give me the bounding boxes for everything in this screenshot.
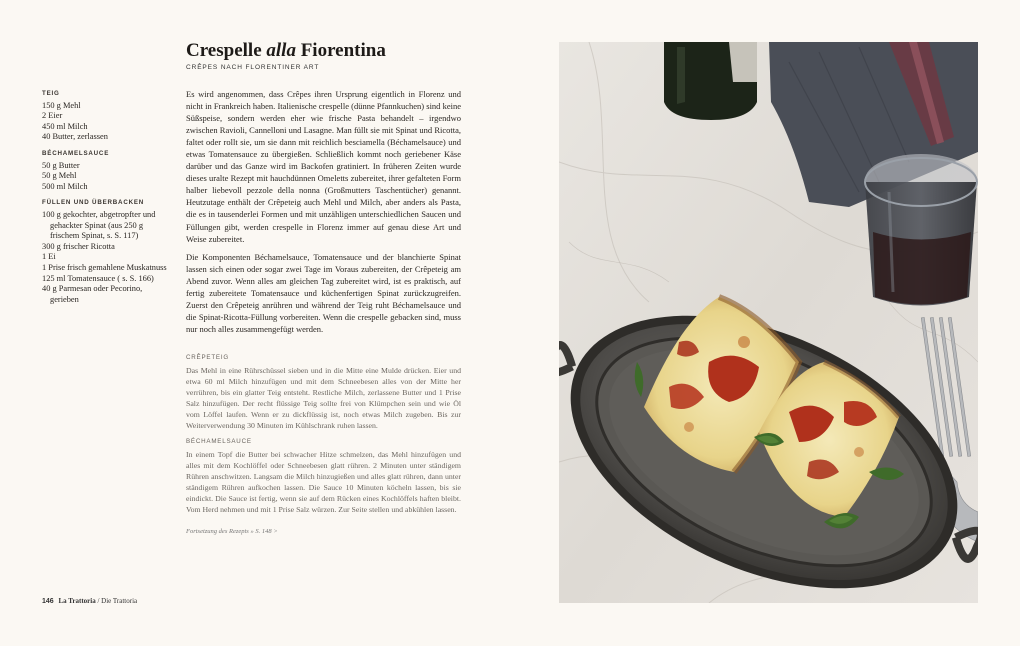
ingredients-heading-fuellen: FÜLLEN UND ÜBERBACKEN — [42, 199, 145, 207]
ingredient-item: 50 g Mehl — [42, 171, 77, 181]
ingredient-item: 1 Ei — [42, 252, 56, 262]
method-heading: CRÊPETEIG — [186, 354, 229, 361]
page-footer — [42, 597, 137, 605]
footer-subsection: Die Trattoria — [101, 597, 138, 605]
method-heading: BÉCHAMELSAUCE — [186, 438, 252, 445]
ingredients-heading-bechamel: BÉCHAMELSAUCE — [42, 149, 110, 157]
ingredients-column — [42, 89, 177, 305]
method-text: In einem Topf die Butter bei schwacher Hitze schmelzen, das Mehl hinzufügen und alles mit dem Kochlöffel oder Schneebesen glatt rühren. 2 Minuten unter ständigem Rühren anschwitzen. Langsam die Milch hinzugießen und alles glatt rühren, dann unter ständigem Rühren aufkochen lassen. Die Sauce 10 Minuten köcheln lassen, bis sie eindickt. Die Sauce ist fertig, wenn sie auf dem Rücken eines Kochlöffels haften bleibt. Vom Herd nehmen und mit 1 Prise Salz würzen. Zur Seite stellen und abkühlen lassen. — [186, 450, 461, 514]
ingredient-item: 125 ml Tomatensauce ( s. S. 166) — [42, 273, 154, 283]
ingredient-item: gerieben — [50, 294, 79, 304]
method-bechamel — [186, 436, 461, 515]
intro-paragraph-2: Die Komponenten Béchamelsauce, Tomatensauce und der blanchierte Spinat lassen sich einen oder sogar zwei Tage im Voraus zubereiten, der Crêpeteig am Abend zuvor. Wenn alles am gleichen Tag zubereitet wird, ist es praktisch, auf fertig zubereitete Tomatensauce und küchenfertigen Spinat zurückzugreifen. Zuerst den Crêpeteig anrühren und während der Teig ruht Béchamelsauce und die Spinat-Ricotta-Füllung vorbereiten. Wenn die crespelle gebacken sind, muss nur noch alles zusammengefügt werden. — [186, 251, 461, 334]
ingredient-item: 500 ml Milch — [42, 181, 88, 191]
recipe-subtitle: CRÊPES NACH FLORENTINER ART — [186, 64, 320, 71]
footer-separator: / — [95, 597, 102, 605]
intro-text — [186, 88, 461, 341]
ingredient-item: 150 g Mehl — [42, 100, 81, 110]
intro-paragraph-1: Es wird angenommen, dass Crêpes ihren Ursprung eigentlich in Florenz und nicht in Frankreich haben. Italienische crespelle (dünne Pfannkuchen) sind keine Süßspeise, sondern werden eher wie frische Pasta behandelt – irgendwo zwischen Ravioli, Cannelloni und Lasagne. Man füllt sie mit Spinat und Ricotta, faltet oder rollt sie, um sie dann mit reichlich besciamella (Béchamelsauce) und etwas Tomatensauce zu übergießen. Schließlich kommt noch geriebener Käse darüber und das Ganze wird im Backofen gratiniert. In früheren Zeiten wurde dieses uralte Rezept mit hauchdünnen Omeletts zubereitet, ihrer gefalteten Form halber liebevoll pezzole della nonna (Großmutters Taschentücher) genannt. Heutzutage enthält der Crêpeteig auch Mehl und Milch, aber anders als Pasta, die es in tausenderlei Formen und mit unzähligen unterschiedlichen Saucen und Füllungen gibt, werden crespelle in Florenz immer auf genau diese Art und Weise zubereitet. — [186, 89, 461, 244]
ingredient-item: 100 g gekochter, abgetropfter und — [42, 209, 156, 219]
ingredient-item: frischem Spinat, s. S. 117) — [50, 231, 139, 241]
footer-section: La Trattoria — [58, 597, 96, 605]
ingredient-item: 2 Eier — [42, 111, 63, 121]
method-crepeteig — [186, 352, 461, 431]
ingredient-item: 40 Butter, zerlassen — [42, 132, 108, 142]
ingredients-heading-teig: TEIG — [42, 90, 60, 97]
dish-photo — [559, 42, 978, 603]
method-text: Das Mehl in eine Rührschüssel sieben und in die Mitte eine Mulde drücken. Eier und etwa 60 ml Milch hinzufügen und mit dem Schneebesen alles von der Mitte her verrühren, bis ein glatter Teig entsteht. Restliche Milch, zerlassene Butter und 1 Prise Salz hinzufügen. Der recht flüssige Teig sollte frei von Klümpchen sein und wie Öl vom Löffel laufen. Wenn er zu dickflüssig ist, noch etwas Milch zugeben. Bis zur Weiterverwendung 30 Minuten im Kühlschrank ruhen lassen. — [186, 366, 461, 430]
page-number: 146 — [42, 598, 54, 605]
ingredient-item: gehackter Spinat (aus 250 g — [50, 220, 144, 230]
ingredient-item: 450 ml Milch — [42, 121, 88, 131]
ingredient-item: 40 g Parmesan oder Pecorino, — [42, 284, 143, 294]
ingredient-item: 1 Prise frisch gemahlene Muskatnuss — [42, 262, 167, 272]
ingredient-item: 300 g frischer Ricotta — [42, 241, 115, 251]
recipe-title: Crespelle alla Fiorentina — [186, 40, 386, 61]
ingredient-item: 50 g Butter — [42, 160, 80, 170]
continuation-note: Fortsetzung des Rezepts » S. 148 > — [186, 528, 278, 535]
